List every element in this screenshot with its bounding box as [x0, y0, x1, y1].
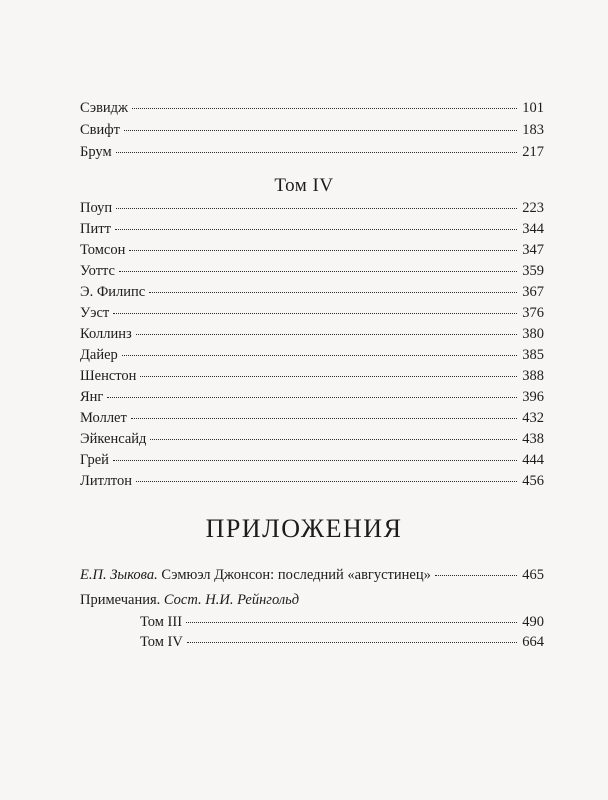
leader-dots	[435, 575, 517, 576]
toc-entry	[80, 324, 544, 344]
toc-entry-name: Янг	[80, 389, 104, 405]
toc-entry-name: Э. Филипс	[80, 284, 146, 300]
toc-entry	[80, 345, 544, 365]
leader-dots	[131, 418, 517, 419]
toc-entry-page: 456	[522, 473, 544, 489]
leader-dots	[113, 460, 517, 461]
toc-entry-page: 101	[522, 100, 544, 116]
toc-entry	[80, 387, 544, 407]
toc-entry-name: Литлтон	[80, 473, 132, 489]
toc-entry	[80, 366, 544, 386]
leader-dots	[119, 271, 517, 272]
toc-entry-page: 347	[522, 242, 544, 258]
leader-dots	[107, 397, 517, 398]
toc-entry-page: 385	[522, 347, 544, 363]
leader-dots	[124, 130, 517, 131]
notes-compiler: Сост. Н.И. Рейнгольд	[160, 592, 300, 608]
toc-entry-page: 344	[522, 221, 544, 237]
toc-entry	[80, 240, 544, 260]
toc-entry-name: Питт	[80, 221, 111, 237]
toc-entry-page: 444	[522, 452, 544, 468]
toc-entry-essay	[80, 565, 544, 585]
toc-entry	[80, 120, 544, 140]
toc-entry-page: 465	[522, 567, 544, 583]
leader-dots	[136, 334, 517, 335]
toc-entry	[80, 198, 544, 218]
leader-dots	[116, 152, 517, 153]
toc-entry	[80, 98, 544, 118]
toc-entry-name: Том IV	[140, 634, 183, 650]
toc-entry	[80, 219, 544, 239]
leader-dots	[132, 108, 517, 109]
appendix-title: ПРИЛОЖЕНИЯ	[205, 514, 403, 543]
toc-entry	[80, 261, 544, 281]
leader-dots	[113, 313, 517, 314]
leader-dots	[140, 376, 517, 377]
notes-heading	[80, 590, 299, 610]
essay-title: Сэмюэл Джонсон: последний «августинец»	[157, 567, 431, 583]
notes-label: Примечания.	[80, 592, 161, 608]
leader-dots	[116, 208, 517, 209]
toc-entry-name: Грей	[80, 452, 109, 468]
toc-entry-name: Шенстон	[80, 368, 137, 384]
toc-entry	[80, 282, 544, 302]
toc-entry-page: 490	[522, 614, 544, 630]
toc-entry-page: 396	[522, 389, 544, 405]
leader-dots	[150, 439, 517, 440]
toc-entry-page: 388	[522, 368, 544, 384]
toc-entry	[80, 429, 544, 449]
toc-entry	[80, 303, 544, 323]
toc-entry-name	[80, 565, 433, 585]
toc-entry-page: 367	[522, 284, 544, 300]
toc-entry-page: 380	[522, 326, 544, 342]
leader-dots	[136, 481, 517, 482]
toc-entry-name: Поуп	[80, 200, 113, 216]
toc-entry-name: Моллет	[80, 410, 127, 426]
toc-entry-page: 223	[522, 200, 544, 216]
toc-entry-name: Эйкенсайд	[80, 431, 147, 447]
toc-entry	[80, 408, 544, 428]
toc-entry-page: 376	[522, 305, 544, 321]
toc-entry-name: Томсон	[80, 242, 126, 258]
toc-entry	[80, 450, 544, 470]
toc-entry-name: Дайер	[80, 347, 118, 363]
leader-dots	[149, 292, 517, 293]
toc-entry-page: 359	[522, 263, 544, 279]
toc-entry-page: 664	[522, 634, 544, 650]
toc-entry-name: Коллинз	[80, 326, 132, 342]
leader-dots	[115, 229, 517, 230]
toc-entry-name: Сэвидж	[80, 100, 129, 116]
essay-author: Е.П. Зыкова.	[80, 567, 158, 583]
toc-entry-notes	[140, 612, 544, 632]
toc-entry-name: Уоттс	[80, 263, 115, 279]
toc-entry-page: 432	[522, 410, 544, 426]
leader-dots	[187, 642, 517, 643]
toc-entry-name: Том III	[140, 614, 183, 630]
toc-entry-name: Брум	[80, 144, 112, 160]
toc-entry-page: 217	[522, 144, 544, 160]
toc-entry-page: 183	[522, 122, 544, 138]
toc-entry-notes	[140, 632, 544, 652]
toc-entry-name: Свифт	[80, 122, 121, 138]
toc-entry-name: Уэст	[80, 305, 110, 321]
toc-entry	[80, 142, 544, 162]
toc-entry-page: 438	[522, 431, 544, 447]
leader-dots	[122, 355, 517, 356]
leader-dots	[129, 250, 517, 251]
volume-title: Том IV	[274, 175, 334, 196]
toc-entry	[80, 471, 544, 491]
leader-dots	[186, 622, 517, 623]
